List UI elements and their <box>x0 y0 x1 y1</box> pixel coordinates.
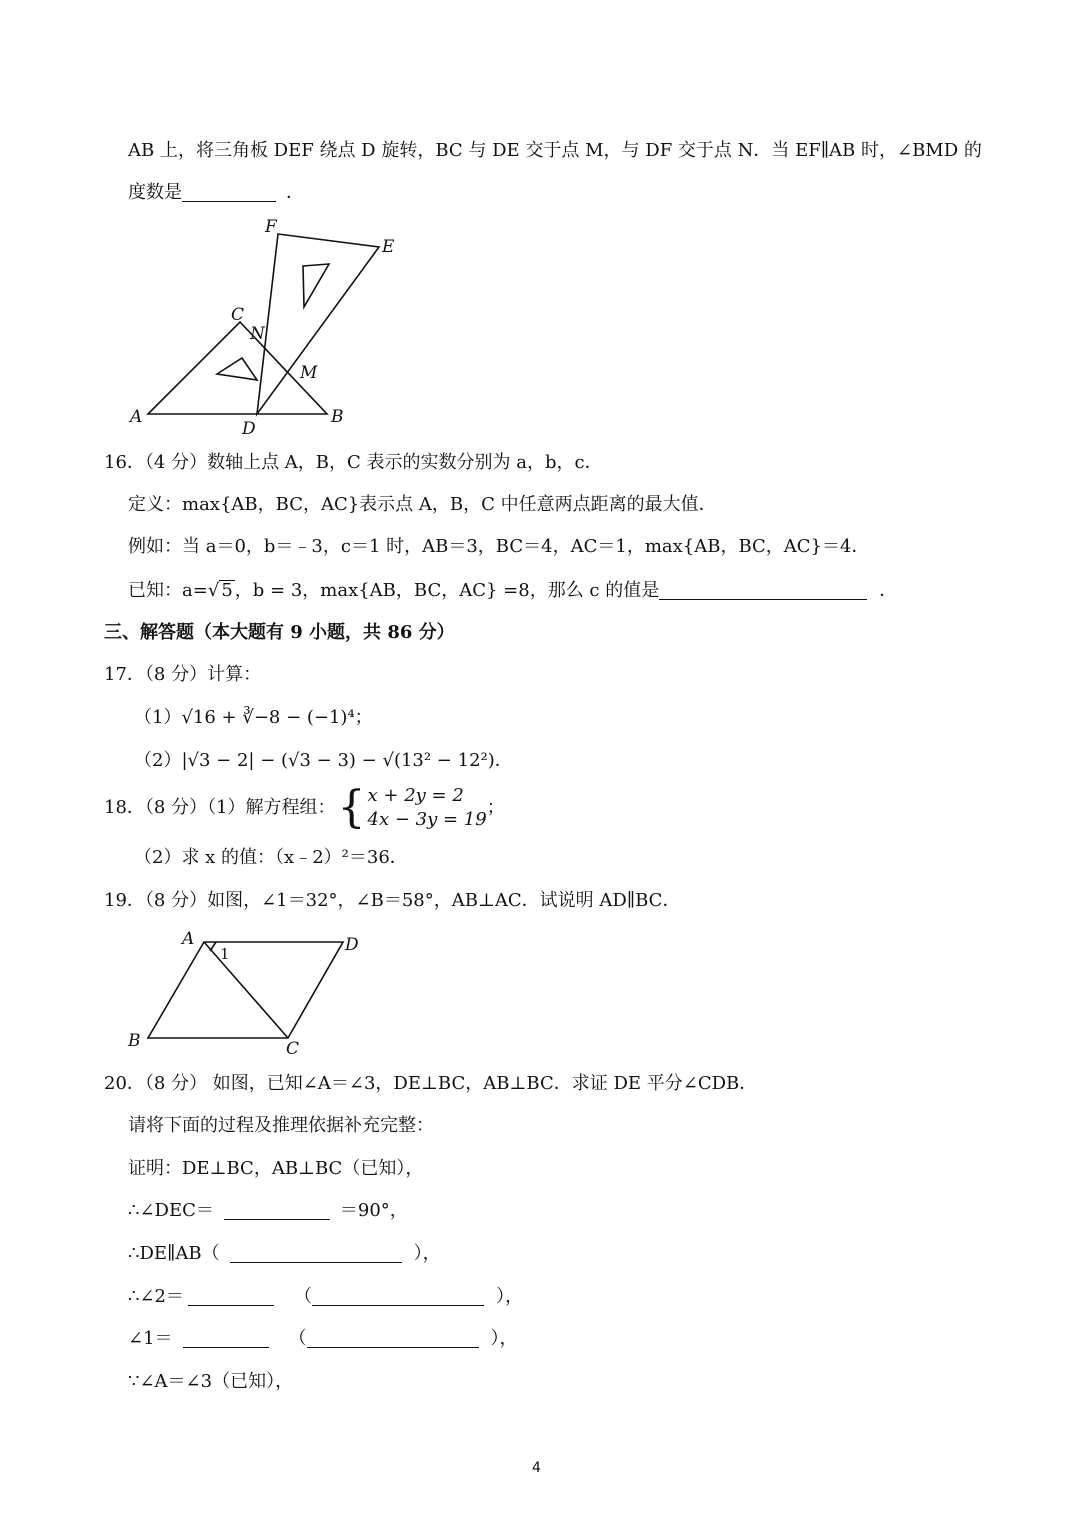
q20-step3-blank-angle[interactable] <box>188 1287 274 1306</box>
q16-example: 例如：当 a＝0，b＝﹣3，c＝1 时，AB＝3，BC＝4，AC＝1，max{AB，BC，AC}＝4． <box>128 536 870 557</box>
q15-line2 <box>128 181 304 205</box>
label-1: 1 <box>220 945 230 963</box>
q18-eq1: x + 2y = 2 <box>367 785 464 806</box>
label-D: D <box>242 419 256 439</box>
q18-stem-line <box>104 784 505 832</box>
q20-step4-suffix: ）， <box>490 1328 518 1349</box>
q16-stem: 16．（4 分）数轴上点 A，B，C 表示的实数分别为 a，b，c． <box>104 452 603 473</box>
q18-brace: { <box>337 782 366 833</box>
q18-equation-system <box>368 784 487 832</box>
diagonal-ac <box>204 942 288 1038</box>
q20-step2-suffix: ）， <box>413 1243 441 1264</box>
q18-eq-suffix: ； <box>486 797 505 818</box>
q20-step3-mid: （ <box>294 1286 312 1307</box>
q19-parallelogram-figure <box>120 924 380 1056</box>
q20-step1 <box>128 1199 408 1223</box>
q20-step1-blank[interactable] <box>224 1201 330 1220</box>
q18-part2: （2）求 x 的值：（x﹣2）²＝36． <box>134 847 408 868</box>
label-D: D <box>345 935 359 955</box>
q17-part1: （1）√16 + ∛−8 − (−1)⁴； <box>134 707 373 728</box>
label-F: F <box>265 217 277 237</box>
label-B: B <box>331 407 344 427</box>
q20-step4 <box>128 1327 518 1351</box>
label-A: A <box>182 929 195 949</box>
q16-known-prefix: 已知：a= <box>128 580 208 601</box>
q18-stem: 18．（8 分）（1）解方程组： <box>104 797 336 818</box>
q20-step4-blank-angle[interactable] <box>183 1329 269 1348</box>
q20-step3-suffix: ）， <box>496 1286 523 1307</box>
label-B: B <box>128 1031 141 1051</box>
triangle-def-inner <box>303 264 329 307</box>
q16-answer-blank[interactable] <box>659 581 867 600</box>
q15-answer-blank[interactable] <box>182 183 276 202</box>
label-A: A <box>130 407 143 427</box>
q19-stem: 19．（8 分）如图，∠1＝32°，∠B＝58°，AB⊥AC．试说明 AD∥BC． <box>104 890 681 911</box>
q20-step1-prefix: ∴∠DEC＝ <box>128 1200 214 1221</box>
q20-instruction: 请将下面的过程及推理依据补充完整： <box>128 1115 434 1136</box>
triangle-abc-inner <box>217 358 257 380</box>
q20-proof-line1: 证明：DE⊥BC，AB⊥BC（已知）， <box>128 1158 424 1179</box>
q20-step4-prefix: ∠1＝ <box>128 1328 173 1349</box>
q15-triangle-figure <box>120 212 410 440</box>
q20-step2-blank[interactable] <box>230 1244 402 1263</box>
q20-step4-blank-reason[interactable] <box>307 1329 479 1348</box>
q16-answer-suffix: ． <box>879 580 898 601</box>
q18-eq2: 4x − 3y = 19 <box>367 809 487 830</box>
q17-stem: 17．（8 分）计算： <box>104 664 262 685</box>
q20-step2-prefix: ∴DE∥AB（ <box>128 1243 220 1264</box>
q15-answer-suffix: ． <box>286 182 304 203</box>
q15-line1: AB 上，将三角板 DEF 绕点 D 旋转，BC 与 DE 交于点 M，与 DF 交于点 N．当 EF∥AB 时，∠BMD 的 <box>128 140 982 161</box>
label-N: N <box>250 324 265 344</box>
q20-step3 <box>128 1285 523 1309</box>
q16-sqrt-value: 5 <box>221 580 233 601</box>
q20-step5: ∵∠A＝∠3（已知）， <box>128 1371 294 1392</box>
section3-title: 三、解答题（本大题有 9 小题，共 86 分） <box>104 622 455 643</box>
q16-definition: 定义：max{AB，BC，AC}表示点 A，B，C 中任意两点距离的最大值． <box>128 494 717 515</box>
label-M: M <box>300 363 318 383</box>
q20-step3-blank-reason[interactable] <box>312 1287 484 1306</box>
q15-answer-prefix: 度数是 <box>128 182 182 203</box>
q20-step4-mid: （ <box>288 1328 307 1349</box>
q20-step2 <box>128 1242 441 1266</box>
q20-stem: 20．（8 分） 如图，已知∠A＝∠3，DE⊥BC，AB⊥BC．求证 DE 平分∠CDB． <box>104 1073 758 1094</box>
page-number: 4 <box>532 1460 541 1476</box>
q16-known: 已知：a=√ 5 ，b = 3，max{AB，BC，AC} =8，那么 c 的值是 ． <box>128 580 898 601</box>
label-C: C <box>286 1039 300 1056</box>
q20-step3-prefix: ∴∠2＝ <box>128 1286 184 1307</box>
q16-known-rest: ，b = 3，max{AB，BC，AC} =8，那么 c 的值是 <box>234 580 660 601</box>
q17-part2: （2）|√3 − 2| − (√3 − 3) − √(13² − 12²)． <box>134 750 513 771</box>
label-C: C <box>231 305 245 325</box>
triangle-def <box>257 234 379 414</box>
q20-step1-suffix: ＝90°， <box>339 1200 408 1221</box>
label-E: E <box>382 237 395 257</box>
angle-1-arc <box>210 942 216 951</box>
